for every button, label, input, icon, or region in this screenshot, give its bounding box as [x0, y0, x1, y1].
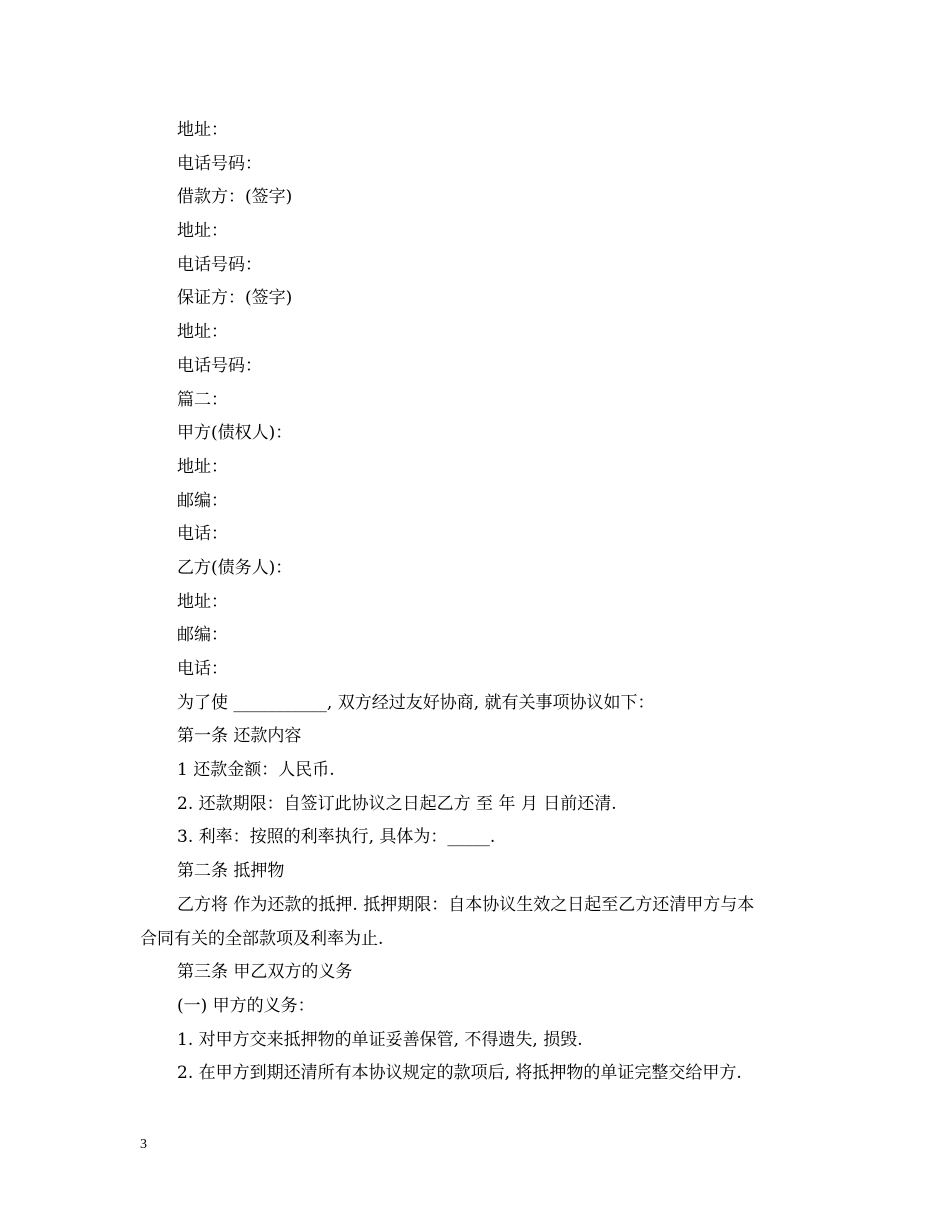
text-line: 甲方(债权人)： [177, 423, 293, 444]
text-line: 地址： [177, 221, 228, 242]
text-line: 地址： [177, 322, 228, 343]
text-line: 邮编： [177, 490, 228, 511]
text-line: 乙方将 作为还款的抵押. 抵押期限：自本协议生效之日起至乙方还清甲方与本 [177, 894, 755, 915]
text-line: 电话号码： [177, 254, 262, 275]
text-line: 电话： [177, 524, 228, 545]
text-line: 电话号码： [177, 153, 262, 174]
text-line: 1 还款金额：人民币. [177, 760, 335, 781]
text-line: (一) 甲方的义务： [177, 995, 315, 1016]
text-line: 2. 在甲方到期还清所有本协议规定的款项后, 将抵押物的单证完整交给甲方. [177, 1063, 742, 1084]
text-line: 邮编： [177, 625, 228, 646]
text-line: 地址： [177, 120, 228, 140]
text-line: 电话号码： [177, 355, 262, 376]
text-line: 保证方：(签字) [177, 288, 293, 309]
text-line: 地址： [177, 591, 228, 612]
text-line: 乙方(债务人)： [177, 557, 293, 578]
text-line: 电话： [177, 659, 228, 679]
page-number: 3 [140, 1137, 147, 1152]
article-heading: 第二条 抵押物 [177, 861, 285, 882]
article-heading: 第三条 甲乙双方的义务 [177, 962, 353, 983]
text-line: 为了使 ___________, 双方经过友好协商, 就有关事项协议如下： [177, 692, 655, 713]
text-line: 2. 还款期限：自签订此协议之日起乙方 至 年 月 日前还清. [177, 793, 617, 814]
text-line: 借款方：(签字) [177, 187, 293, 208]
article-heading: 第一条 还款内容 [177, 726, 302, 747]
text-line: 合同有关的全部款项及利率为止. [140, 928, 384, 949]
text-line: 1. 对甲方交来抵押物的单证妥善保管, 不得遗失, 损毁. [177, 1029, 583, 1050]
text-line: 地址： [177, 456, 228, 477]
text-line: 3. 利率：按照的利率执行, 具体为：_____. [177, 827, 496, 848]
section-heading: 篇二： [177, 389, 228, 410]
document-body [140, 114, 820, 1091]
